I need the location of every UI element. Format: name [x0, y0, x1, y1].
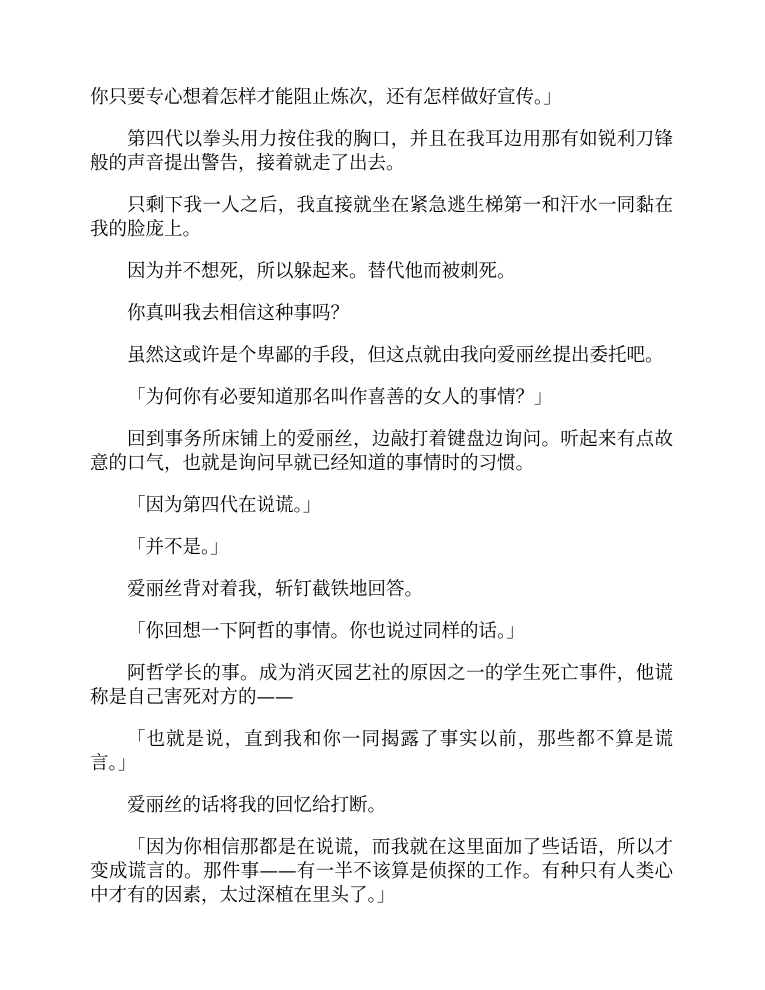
- paragraph: 「你回想一下阿哲的事情。你也说过同样的话。」: [127, 621, 525, 642]
- paragraph: 只剩下我一人之后，我直接就坐在紧急逃生梯第一和汗水一同黏在我的脸庞上。: [90, 195, 673, 240]
- paragraph: 「并不是。」: [127, 537, 229, 558]
- paragraph: 「因为第四代在说谎。」: [127, 495, 322, 516]
- paragraph: 回到事务所床铺上的爱丽丝，边敲打着键盘边询问。听起来有点故意的口气，也就是询问早就已经知道的事情时的习惯。: [90, 429, 673, 474]
- paragraph: 「为何你有必要知道那名叫作喜善的女人的事情？」: [127, 387, 553, 408]
- paragraph: 你只要专心想着怎样才能阻止炼次，还有怎样做好宣传。」: [90, 87, 562, 108]
- paragraph: 「也就是说，直到我和你一同揭露了事实以前，那些都不算是谎言。」: [90, 729, 673, 774]
- paragraph: 爱丽丝的话将我的回忆给打断。: [127, 795, 387, 816]
- paragraph: 第四代以拳头用力按住我的胸口，并且在我耳边用那有如锐利刀锋般的声音提出警告，接着就走了出去。: [90, 129, 673, 174]
- paragraph: 「因为你相信那都是在说谎，而我就在这里面加了些话语，所以才变成谎言的。那件事——有一半不该算是侦探的工作。有种只有人类心中才有的因素，太过深植在里头了。」: [90, 837, 673, 906]
- paragraph: 虽然这或许是个卑鄙的手段，但这点就由我向爱丽丝提出委托吧。: [127, 345, 664, 366]
- paragraph: 因为并不想死，所以躲起来。替代他而被刺死。: [127, 261, 516, 282]
- paragraph: 阿哲学长的事。成为消灭园艺社的原因之一的学生死亡事件，他谎称是自己害死对方的——: [90, 663, 673, 708]
- paragraph: 爱丽丝背对着我，斩钉截铁地回答。: [127, 579, 424, 600]
- paragraph: 你真叫我去相信这种事吗？: [127, 303, 350, 324]
